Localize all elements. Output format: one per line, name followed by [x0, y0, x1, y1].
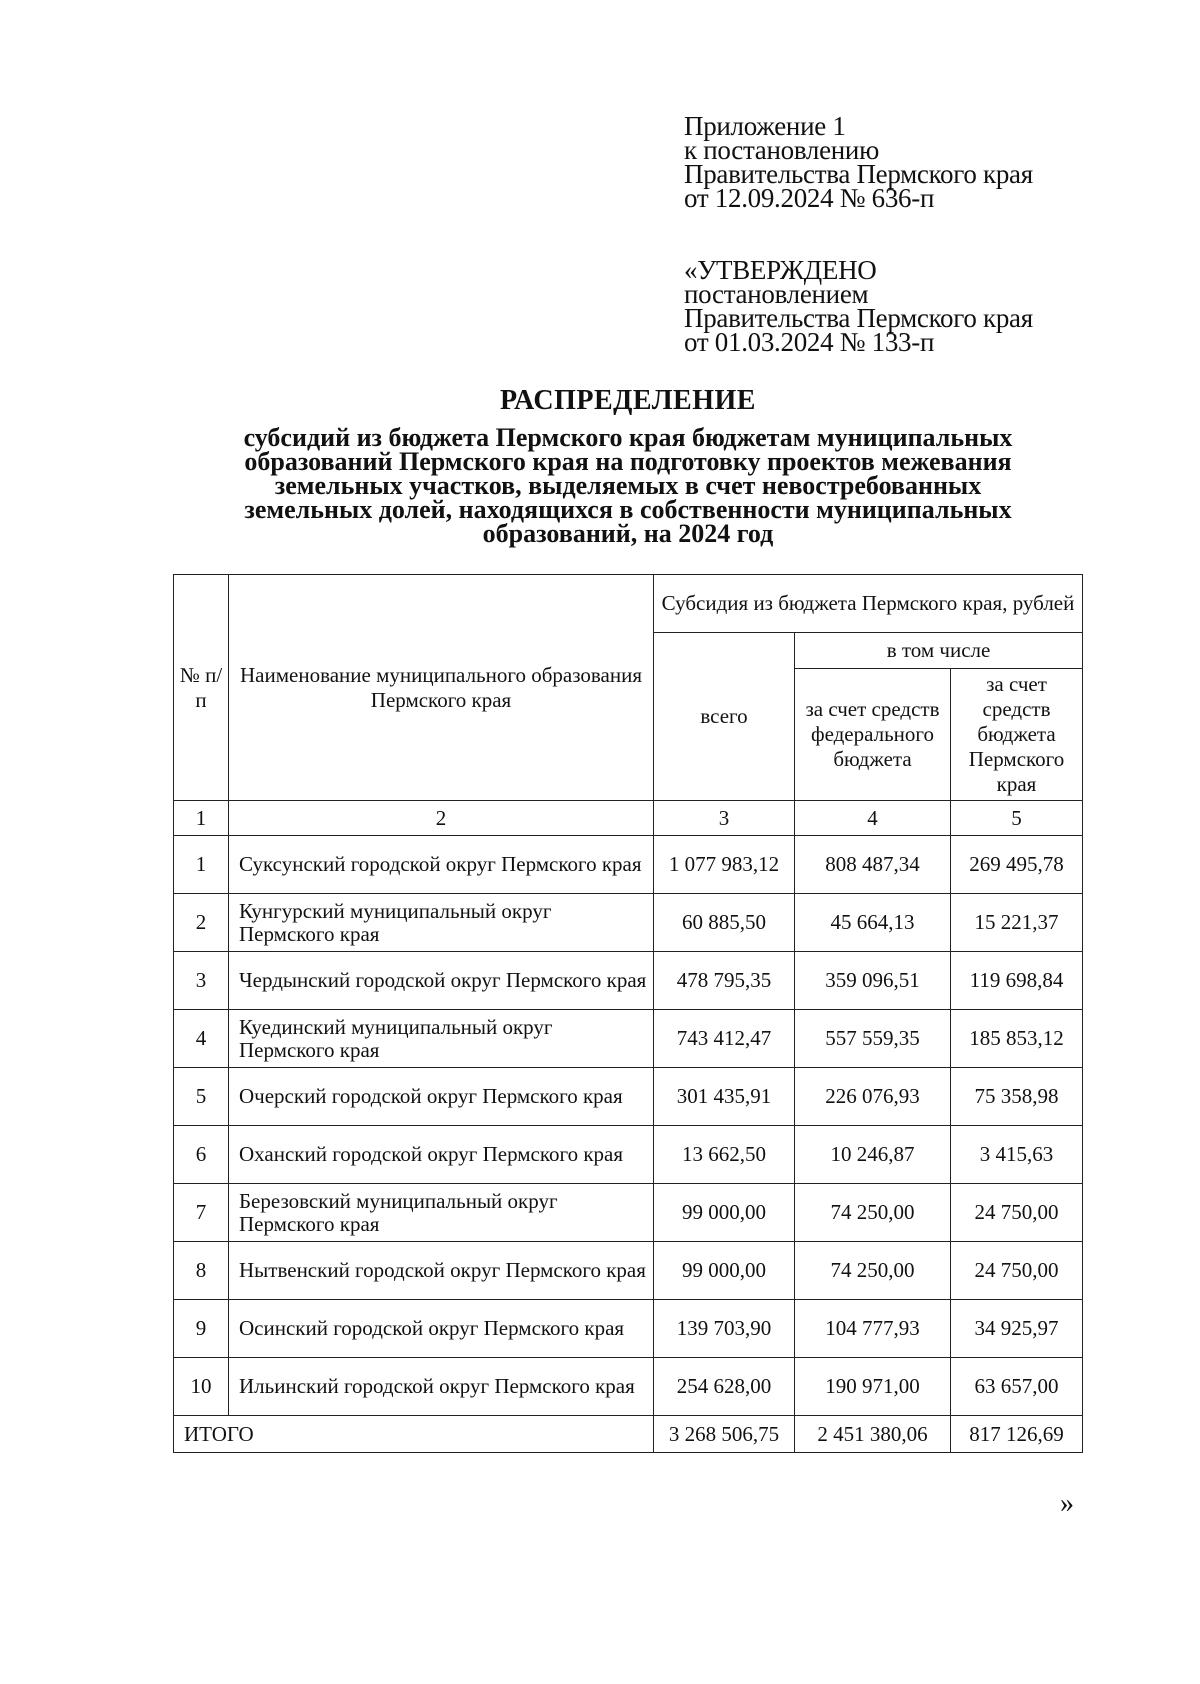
appendix-line: к постановлению [684, 135, 879, 165]
document-subtitle [200, 423, 1056, 548]
row-regional: 24 750,00 [951, 1242, 1083, 1300]
row-name: Осинский городской округ Пермского края [229, 1300, 654, 1358]
row-number: 4 [174, 1010, 229, 1068]
approved-line: Правительства Пермского края [684, 303, 1033, 333]
table-row [174, 1242, 1083, 1300]
row-name: Очерский городской округ Пермского края [229, 1068, 654, 1126]
row-regional: 24 750,00 [951, 1184, 1083, 1242]
row-name: Оханский городской округ Пермского края [229, 1126, 654, 1184]
row-total: 99 000,00 [654, 1184, 795, 1242]
row-regional: 15 221,37 [951, 894, 1083, 952]
row-regional: 3 415,63 [951, 1126, 1083, 1184]
appendix-line: Приложение 1 [684, 111, 846, 141]
totals-total: 3 268 506,75 [654, 1416, 795, 1453]
header-including: в том числе [795, 633, 1083, 669]
row-name: Суксунский городской округ Пермского края [229, 836, 654, 894]
table-row [174, 1184, 1083, 1242]
header-name: Наименование муниципального образования Пермского края [229, 575, 654, 801]
appendix-block [684, 111, 1033, 213]
row-regional: 75 358,98 [951, 1068, 1083, 1126]
row-number: 5 [174, 1068, 229, 1126]
row-federal: 226 076,93 [795, 1068, 951, 1126]
row-federal: 557 559,35 [795, 1010, 951, 1068]
subsidy-table [173, 574, 1083, 1453]
appendix-line: Правительства Пермского края [684, 159, 1033, 189]
column-number-row [174, 801, 1083, 836]
totals-label: ИТОГО [174, 1416, 654, 1453]
table-row [174, 1068, 1083, 1126]
totals-row [174, 1416, 1083, 1453]
header-regional: за счет средств бюджета Пермского края [951, 669, 1083, 801]
row-regional: 269 495,78 [951, 836, 1083, 894]
approved-line: «УТВЕРЖДЕНО [684, 255, 877, 285]
subtitle-line: образований, на 2024 год [482, 519, 774, 548]
subtitle-line: земельных участков, выделяемых в счет невостребованных [274, 471, 982, 500]
row-number: 3 [174, 952, 229, 1010]
document-title: РАСПРЕДЕЛЕНИЕ [500, 385, 756, 416]
row-number: 7 [174, 1184, 229, 1242]
column-number: 1 [174, 801, 229, 836]
subtitle-line: земельных долей, находящихся в собственности муниципальных [244, 495, 1012, 524]
table-row [174, 1300, 1083, 1358]
row-federal: 359 096,51 [795, 952, 951, 1010]
row-federal: 190 971,00 [795, 1358, 951, 1416]
header-federal: за счет средств федерального бюджета [795, 669, 951, 801]
subtitle-line: образований Пермского края на подготовку проектов межевания [244, 447, 1012, 476]
row-federal: 808 487,34 [795, 836, 951, 894]
row-total: 13 662,50 [654, 1126, 795, 1184]
closing-quote: » [1060, 1488, 1074, 1519]
approved-line: от 01.03.2024 № 133-п [684, 327, 935, 357]
row-total: 99 000,00 [654, 1242, 795, 1300]
row-federal: 74 250,00 [795, 1242, 951, 1300]
appendix-line: от 12.09.2024 № 636-п [684, 183, 935, 213]
table-row [174, 894, 1083, 952]
row-number: 10 [174, 1358, 229, 1416]
row-number: 1 [174, 836, 229, 894]
row-name: Чердынский городской округ Пермского края [229, 952, 654, 1010]
row-total: 254 628,00 [654, 1358, 795, 1416]
header-total: всего [654, 633, 795, 801]
totals-federal: 2 451 380,06 [795, 1416, 951, 1453]
row-regional: 119 698,84 [951, 952, 1083, 1010]
table-row [174, 952, 1083, 1010]
row-federal: 45 664,13 [795, 894, 951, 952]
column-number: 4 [795, 801, 951, 836]
row-regional: 34 925,97 [951, 1300, 1083, 1358]
row-number: 2 [174, 894, 229, 952]
row-number: 6 [174, 1126, 229, 1184]
row-federal: 104 777,93 [795, 1300, 951, 1358]
row-total: 60 885,50 [654, 894, 795, 952]
totals-regional: 817 126,69 [951, 1416, 1083, 1453]
table-row [174, 1126, 1083, 1184]
row-total: 743 412,47 [654, 1010, 795, 1068]
row-total: 1 077 983,12 [654, 836, 795, 894]
row-total: 478 795,35 [654, 952, 795, 1010]
column-number: 3 [654, 801, 795, 836]
row-regional: 63 657,00 [951, 1358, 1083, 1416]
column-number: 5 [951, 801, 1083, 836]
header-num: № п/п [174, 575, 229, 801]
row-regional: 185 853,12 [951, 1010, 1083, 1068]
row-name: Куединский муниципальный округ Пермского края [229, 1010, 654, 1068]
row-federal: 10 246,87 [795, 1126, 951, 1184]
row-number: 9 [174, 1300, 229, 1358]
row-federal: 74 250,00 [795, 1184, 951, 1242]
column-number: 2 [229, 801, 654, 836]
row-name: Нытвенский городской округ Пермского края [229, 1242, 654, 1300]
row-name: Березовский муниципальный округ Пермского края [229, 1184, 654, 1242]
subtitle-line: субсидий из бюджета Пермского края бюджетам муниципальных [243, 423, 1013, 452]
approved-block [684, 255, 1033, 357]
approved-line: постановлением [684, 279, 869, 309]
table-row [174, 1010, 1083, 1068]
row-total: 139 703,90 [654, 1300, 795, 1358]
table-row [174, 1358, 1083, 1416]
row-name: Кунгурский муниципальный округ Пермского края [229, 894, 654, 952]
row-number: 8 [174, 1242, 229, 1300]
table-row [174, 836, 1083, 894]
row-total: 301 435,91 [654, 1068, 795, 1126]
row-name: Ильинский городской округ Пермского края [229, 1358, 654, 1416]
header-subsidy: Субсидия из бюджета Пермского края, рублей [654, 575, 1083, 633]
